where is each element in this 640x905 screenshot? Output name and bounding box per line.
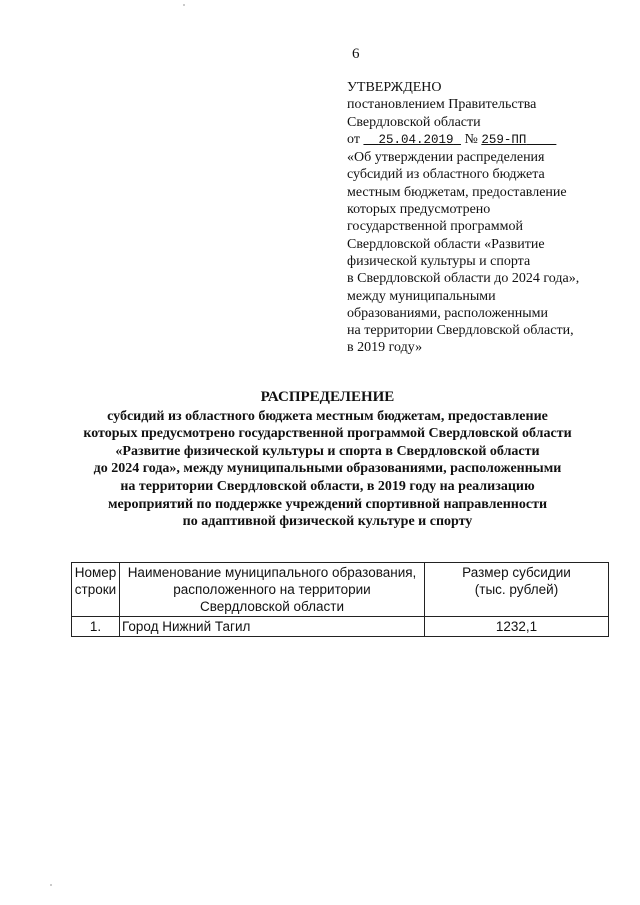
municipality-name: Город Нижний Тагил — [120, 617, 425, 637]
subject-line: Свердловской области «Развитие — [347, 236, 545, 252]
subject-line: в Свердловской области до 2024 года», — [347, 271, 580, 287]
subject-line: субсидий из областного бюджета — [347, 167, 545, 183]
title-line: субсидий из областного бюджета местным бюджетам, предоставление — [107, 408, 548, 424]
scan-speck — [183, 4, 185, 6]
title-line: «Развитие физической культуры и спорта в Свердловской области — [115, 443, 540, 459]
header-row-number: Номер строки — [72, 563, 120, 617]
approval-stamp — [347, 79, 627, 357]
number-sign: № — [464, 131, 478, 147]
approval-heading: УТВЕРЖДЕНО — [347, 80, 442, 95]
title-line: которых предусмотрено государственной программой Свердловской области — [83, 426, 572, 442]
subject-line: образованиями, расположенными — [347, 305, 549, 321]
scan-speck — [50, 884, 52, 886]
approval-number: 259-ПП — [481, 132, 527, 147]
subject-line: местным бюджетам, предоставление — [347, 184, 567, 200]
distribution-table — [71, 562, 609, 637]
approval-line-2: Свердловской области — [347, 114, 481, 130]
title-line: на территории Свердловской области, в 2019 году на реализацию — [120, 478, 535, 494]
header-municipality: Наименование муниципального образования, расположенного на территории Свердловской области — [120, 563, 425, 617]
date-prefix: от — [347, 131, 360, 147]
table-header-row — [72, 563, 609, 617]
subsidy-amount: 1232,1 — [425, 617, 609, 637]
table-row — [72, 617, 609, 637]
subject-line: «Об утверждении распределения — [347, 150, 545, 166]
approval-date: 25.04.2019 — [378, 132, 454, 147]
title-line: до 2024 года», между муниципальными образованиями, расположенными — [93, 461, 562, 477]
subject-line: в 2019 году» — [347, 340, 423, 356]
subject-line: которых предусмотрено — [347, 202, 491, 218]
header-subsidy-amount: Размер субсидии (тыс. рублей) — [425, 563, 609, 617]
approval-date-line — [347, 131, 627, 149]
title-heading: РАСПРЕДЕЛЕНИЕ — [260, 389, 395, 405]
subject-line: физической культуры и спорта — [347, 253, 531, 269]
title-line: мероприятий по поддержке учреждений спортивной направленности — [107, 496, 548, 512]
subject-line: между муниципальными — [347, 288, 496, 304]
row-number: 1. — [72, 617, 120, 637]
title-line: по адаптивной физической культуре и спорту — [182, 514, 473, 530]
subject-line: на территории Свердловской области, — [347, 323, 574, 339]
document-title — [60, 389, 595, 531]
page-number: 6 — [352, 46, 360, 62]
subject-line: государственной программой — [347, 219, 523, 235]
approval-line-1: постановлением Правительства — [347, 97, 537, 113]
